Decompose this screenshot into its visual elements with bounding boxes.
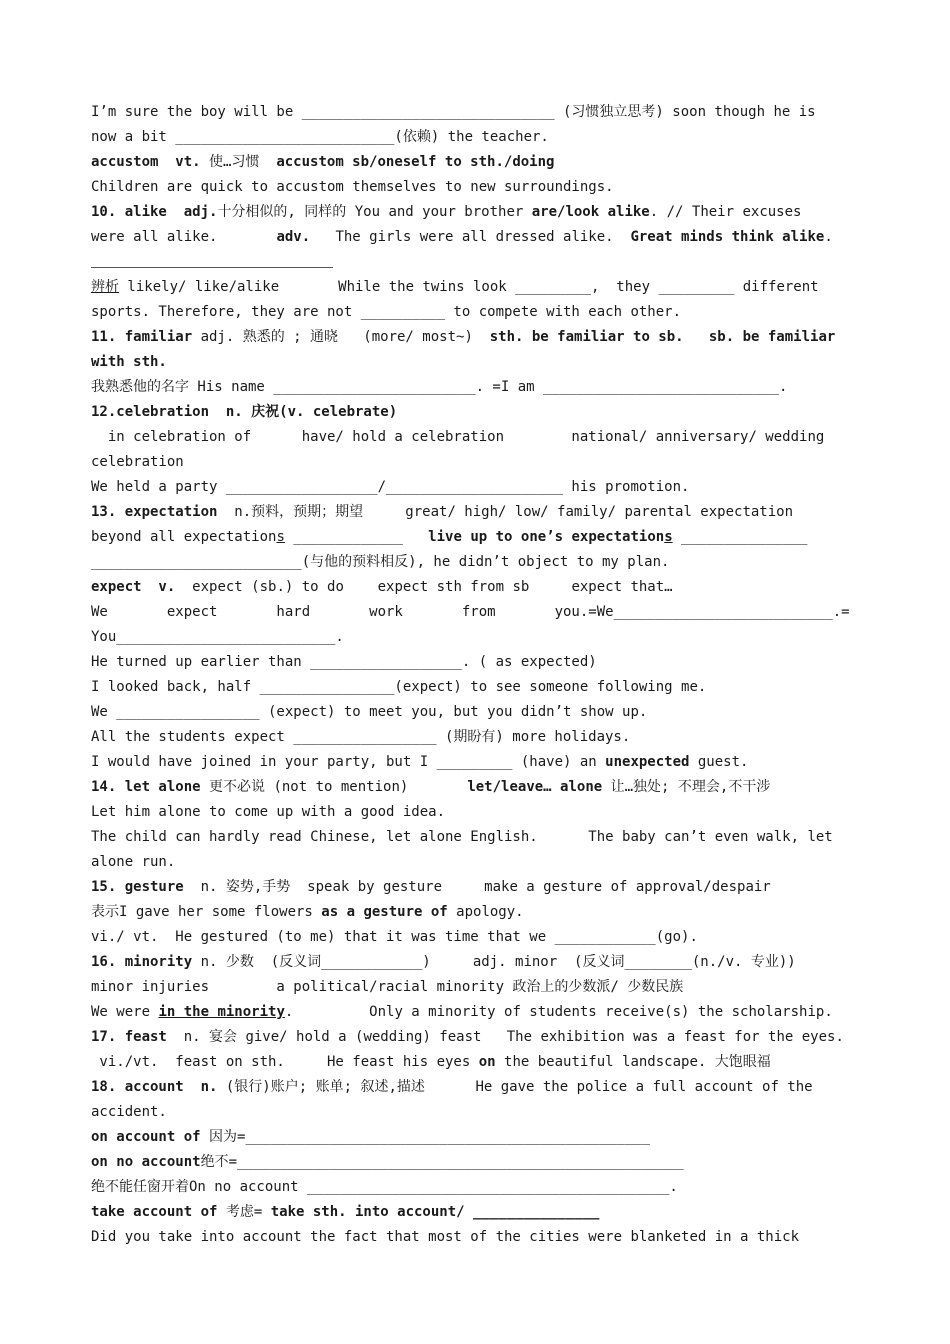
text-segment: beyond all expectation — [91, 529, 277, 545]
text-segment: 更不必说 (not to mention) — [209, 779, 468, 795]
text-segment: sth. be familiar to sb. sb. be familiar — [489, 329, 836, 345]
text-segment: on account of — [91, 1129, 210, 1145]
text-line — [91, 602, 859, 622]
text-segment: Did you take into account the fact that most of the cities were blanketed in a thick — [91, 1229, 800, 1245]
text-segment: likely/ like/alike While the twins look _________, they _________ different — [119, 279, 819, 295]
text-segment: 18. account n. — [91, 1079, 218, 1095]
text-line — [91, 1227, 859, 1247]
text-segment: . — [824, 229, 833, 245]
text-line — [91, 702, 859, 722]
text-line — [91, 477, 859, 497]
text-segment: 十分相似的, 同样的 You and your brother — [217, 204, 532, 220]
text-segment: . Only a minority of students receive(s) the scholarship. — [284, 1004, 833, 1020]
text-line — [91, 577, 859, 597]
text-line — [91, 277, 859, 297]
text-line — [91, 327, 859, 347]
text-line — [91, 727, 859, 747]
text-segment: You__________________________. — [91, 629, 344, 645]
text-segment: live up to one’s expectation — [428, 529, 665, 545]
text-line — [91, 802, 859, 822]
text-segment: 11. familiar — [91, 329, 201, 345]
text-segment: guest. — [689, 754, 749, 770]
text-segment: alone run. — [91, 854, 176, 870]
text-segment: 13. expectation — [91, 504, 235, 520]
text-segment: n. 宴会 give/ hold a (wedding) feast The exhibition was a feast for the eyes. — [175, 1029, 844, 1045]
text-segment: now a bit __________________________(依赖) the teacher. — [91, 129, 549, 145]
text-segment: as a gesture of — [321, 904, 448, 920]
text-segment: 绝不=_____________________________________________________ — [200, 1154, 684, 1170]
text-segment: celebration — [91, 454, 184, 470]
text-segment: 绝不能任窗开着On no account ___________________________________________. — [91, 1179, 678, 1195]
text-segment: expect (sb.) to do expect sth from sb expect that… — [175, 579, 673, 595]
text-segment: on no account — [91, 1154, 201, 1170]
text-segment: 辨析 — [91, 279, 119, 295]
text-segment: 17. feast — [91, 1029, 176, 1045]
text-segment: _________________________(与他的预料相反), he didn’t object to my plan. — [91, 554, 670, 570]
text-segment: 表示I gave her some flowers — [91, 904, 322, 920]
text-line — [91, 402, 859, 422]
text-segment: n. 少数 (反义词____________) adj. minor (反义词________(n./v. 专业)) — [200, 954, 796, 970]
text-segment: _____________ — [284, 529, 429, 545]
text-line — [91, 352, 859, 372]
text-line — [91, 1027, 859, 1047]
text-segment: take sth. into account/ _______________ — [270, 1204, 600, 1220]
text-segment: Let him alone to come up with a good idea. — [91, 804, 446, 820]
text-line — [91, 452, 859, 472]
text-line — [91, 752, 859, 772]
text-line — [91, 377, 859, 397]
text-segment: let/leave… alone — [467, 779, 611, 795]
text-segment: accustom sb/oneself to sth./doing — [276, 154, 555, 170]
text-line — [91, 827, 859, 847]
text-segment: in celebration of have/ hold a celebration national/ anniversary/ wedding — [91, 429, 825, 445]
text-line — [91, 127, 859, 147]
text-line — [91, 527, 859, 547]
text-segment: I’m sure the boy will be ______________________________ (习惯独立思考) soon though he is — [91, 104, 816, 120]
text-line — [91, 227, 859, 247]
text-segment: I looked back, half ________________(expect) to see someone following me. — [91, 679, 707, 695]
text-segment: . // Their excuses — [649, 204, 802, 220]
text-segment: unexpected — [605, 754, 690, 770]
text-segment: 让…独处; 不理会,不干涉 — [610, 779, 771, 795]
text-segment: adj. 熟悉的 ; 通晓 (more/ most~) — [200, 329, 490, 345]
text-segment: We were — [91, 1004, 159, 1020]
text-segment: We held a party __________________/_____________________ his promotion. — [91, 479, 690, 495]
text-line — [91, 552, 859, 572]
text-segment: accident. — [91, 1104, 167, 1120]
text-segment: s — [664, 529, 673, 545]
text-segment: expect v. — [91, 579, 176, 595]
text-segment: n.预料，预期；期望 great/ high/ low/ family/ parental expectation — [234, 504, 794, 520]
text-line — [91, 177, 859, 197]
text-segment: We _________________ (expect) to meet you, but you didn’t show up. — [91, 704, 648, 720]
text-line — [91, 252, 859, 272]
text-segment: were all alike. — [91, 229, 277, 245]
text-segment: sports. Therefore, they are not __________ to compete with each other. — [91, 304, 682, 320]
text-line — [91, 1202, 859, 1222]
text-segment: n. 姿势,手势 speak by gesture make a gesture of approval/despair — [192, 879, 771, 895]
text-segment: Great minds think alike — [630, 229, 825, 245]
text-line — [91, 652, 859, 672]
text-segment: 10. alike adj. — [91, 204, 218, 220]
text-line — [91, 1152, 859, 1172]
text-segment: 使…习惯 — [209, 154, 277, 170]
text-segment: s — [276, 529, 285, 545]
text-segment: are/look alike — [531, 204, 650, 220]
text-segment: We expect hard work from you.=We__________________________.= — [91, 604, 850, 620]
text-segment: 14. let alone — [91, 779, 210, 795]
text-line — [91, 627, 859, 647]
text-segment: on — [478, 1054, 496, 1070]
text-segment: 15. gesture — [91, 879, 193, 895]
text-segment: All the students expect _________________ (期盼有) more holidays. — [91, 729, 631, 745]
text-line — [91, 102, 859, 122]
text-segment: accustom vt. — [91, 154, 210, 170]
text-line — [91, 427, 859, 447]
text-line — [91, 927, 859, 947]
text-segment: Children are quick to accustom themselves to new surroundings. — [91, 179, 614, 195]
text-line — [91, 677, 859, 697]
text-line — [91, 877, 859, 897]
text-line — [91, 952, 859, 972]
text-segment: minor injuries a political/racial minority 政治上的少数派/ 少数民族 — [91, 979, 684, 995]
text-segment: 因为=________________________________________________ — [209, 1129, 651, 1145]
text-line — [91, 977, 859, 997]
text-line — [91, 152, 859, 172]
text-segment: in the minority — [158, 1004, 285, 1020]
text-segment: 12.celebration n. 庆祝(v. celebrate) — [91, 404, 398, 420]
text-segment: The child can hardly read Chinese, let alone English. The baby can’t even walk, let — [91, 829, 833, 845]
text-line — [91, 1177, 859, 1197]
text-line — [91, 502, 859, 522]
text-segment: The girls were all dressed alike. — [310, 229, 631, 245]
text-segment: with sth. — [91, 354, 167, 370]
text-line — [91, 777, 859, 797]
text-segment: adv. — [276, 229, 311, 245]
text-segment: _______________ — [672, 529, 808, 545]
text-line — [91, 302, 859, 322]
text-line — [91, 852, 859, 872]
text-line — [91, 202, 859, 222]
text-segment: the beautiful landscape. 大饱眼福 — [495, 1054, 771, 1070]
text-line — [91, 902, 859, 922]
text-segment: (银行)账户; 账单; 叙述,描述 He gave the police a full account of the — [217, 1079, 813, 1095]
text-segment: 16. minority — [91, 954, 201, 970]
text-line — [91, 1127, 859, 1147]
text-line — [91, 1102, 859, 1122]
text-segment: I would have joined in your party, but I _________ (have) an — [91, 754, 606, 770]
text-line — [91, 1052, 859, 1072]
text-segment: 我熟悉他的名字 His name ________________________. =I am ____________________________. — [91, 379, 788, 395]
text-segment: 考虑= — [225, 1204, 271, 1220]
text-line — [91, 1002, 859, 1022]
text-line — [91, 1077, 859, 1097]
text-segment: take account of — [91, 1204, 226, 1220]
text-segment: vi./vt. feast on sth. He feast his eyes — [91, 1054, 479, 1070]
text-segment: apology. — [447, 904, 524, 920]
text-segment: vi./ vt. He gestured (to me) that it was time that we ____________(go). — [91, 929, 698, 945]
text-segment: He turned up earlier than __________________. ( as expected) — [91, 654, 597, 670]
